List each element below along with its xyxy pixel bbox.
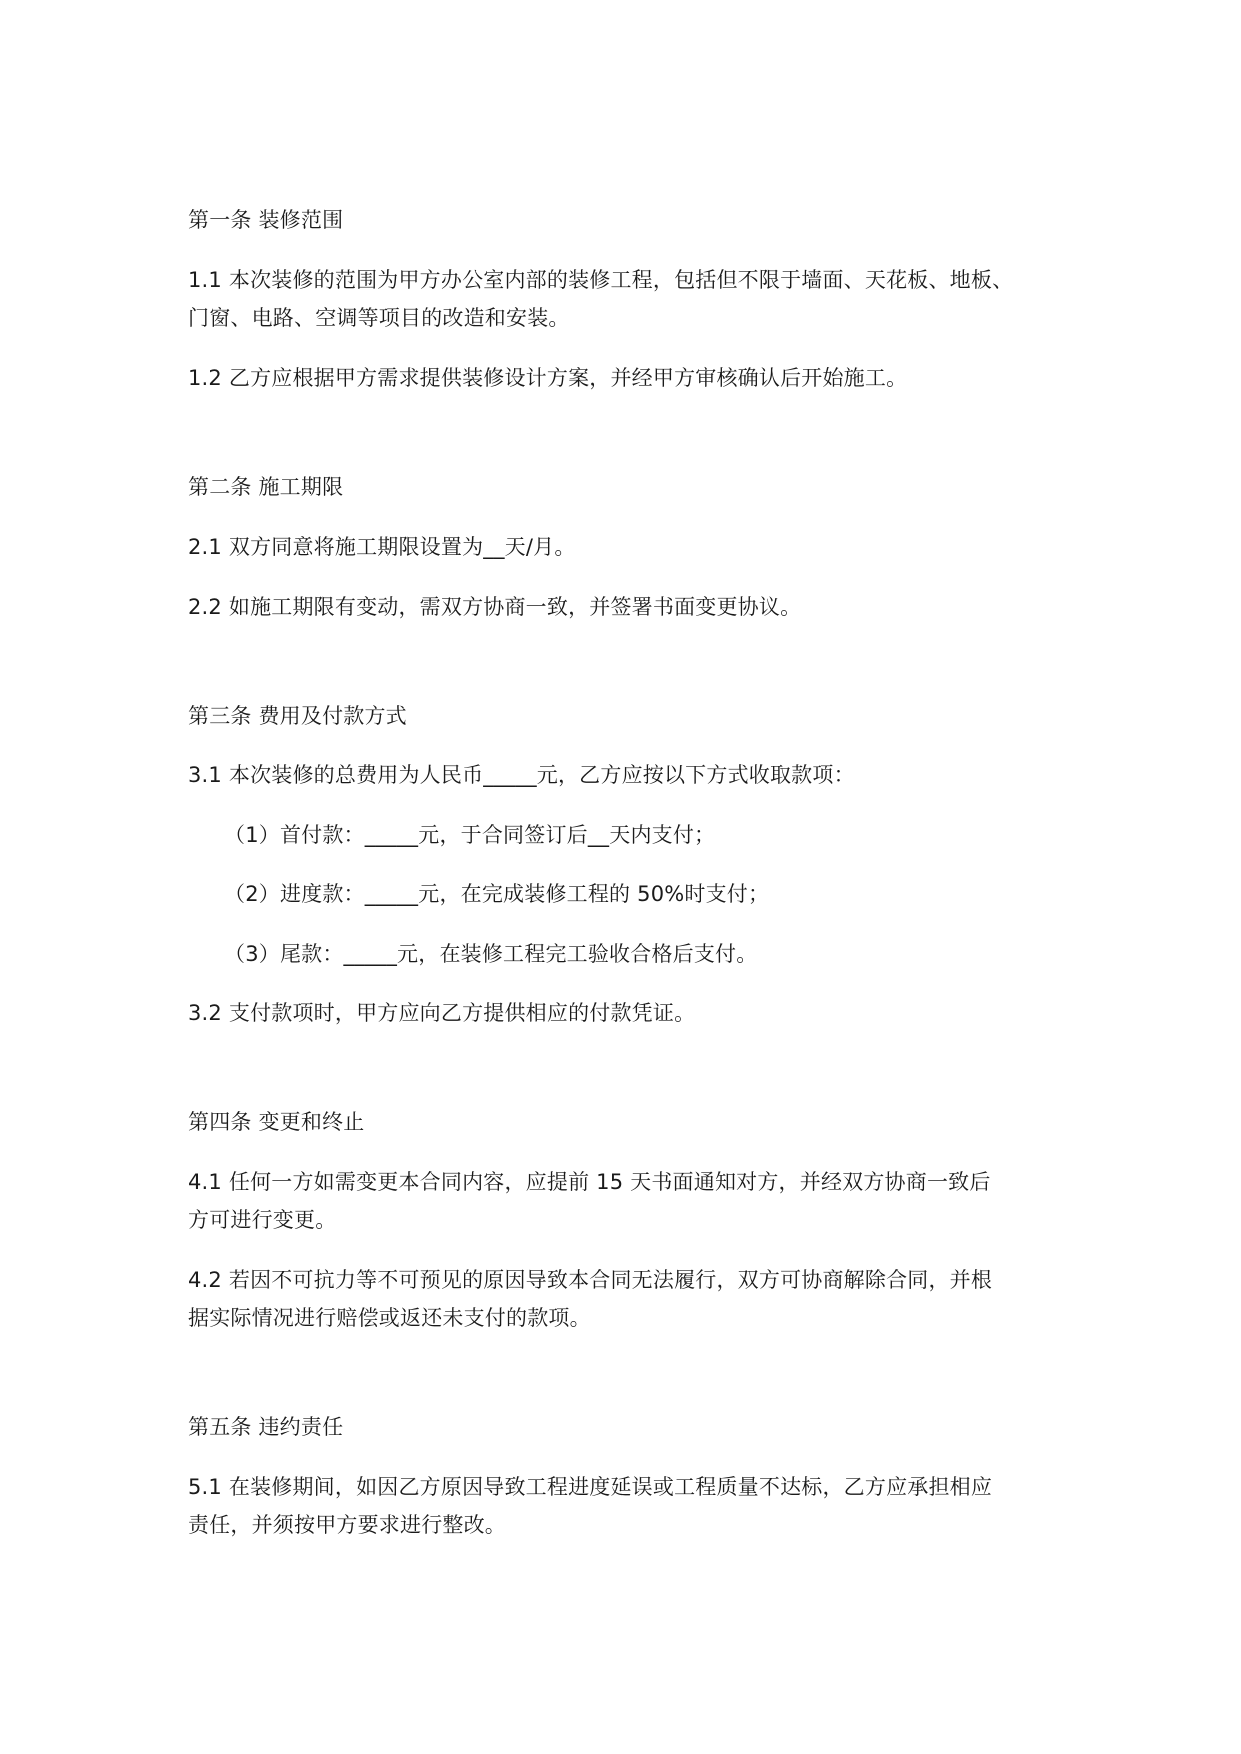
clause-2-1: 2.1 双方同意将施工期限设置为__天/月。 xyxy=(188,535,576,559)
section-heading-5: 第五条 违约责任 xyxy=(188,1415,344,1439)
clause-5-1-line-1: 5.1 在装修期间，如因乙方原因导致工程进度延误或工程质量不达标，乙方应承担相应 xyxy=(188,1475,993,1499)
section-heading-2: 第二条 施工期限 xyxy=(188,475,344,499)
clause-3-2: 3.2 支付款项时，甲方应向乙方提供相应的付款凭证。 xyxy=(188,1001,696,1025)
clause-1-1-line-1: 1.1 本次装修的范围为甲方办公室内部的装修工程，包括但不限于墙面、天花板、地板、 xyxy=(188,268,1014,292)
clause-4-1-line-1: 4.1 任何一方如需变更本合同内容，应提前 15 天书面通知对方，并经双方协商一致后 xyxy=(188,1170,991,1194)
clause-1-2: 1.2 乙方应根据甲方需求提供装修设计方案，并经甲方审核确认后开始施工。 xyxy=(188,366,908,390)
clause-5-1-line-2: 责任，并须按甲方要求进行整改。 xyxy=(188,1513,506,1537)
clause-3-1: 3.1 本次装修的总费用为人民币_____元，乙方应按以下方式收取款项： xyxy=(188,763,855,787)
section-heading-4: 第四条 变更和终止 xyxy=(188,1110,365,1134)
payment-item-1: （1）首付款：_____元，于合同签订后__天内支付； xyxy=(224,823,716,847)
section-heading-1: 第一条 装修范围 xyxy=(188,208,344,232)
payment-item-2: （2）进度款：_____元，在完成装修工程的 50%时支付； xyxy=(224,882,770,906)
clause-4-2-line-1: 4.2 若因不可抗力等不可预见的原因导致本合同无法履行，双方可协商解除合同，并根 xyxy=(188,1268,993,1292)
clause-1-1-line-2: 门窗、电路、空调等项目的改造和安装。 xyxy=(188,306,570,330)
clause-4-2-line-2: 据实际情况进行赔偿或返还未支付的款项。 xyxy=(188,1306,591,1330)
clause-2-2: 2.2 如施工期限有变动，需双方协商一致，并签署书面变更协议。 xyxy=(188,595,802,619)
section-heading-3: 第三条 费用及付款方式 xyxy=(188,704,407,728)
payment-item-3: （3）尾款：_____元，在装修工程完工验收合格后支付。 xyxy=(224,942,758,966)
clause-4-1-line-2: 方可进行变更。 xyxy=(188,1208,337,1232)
